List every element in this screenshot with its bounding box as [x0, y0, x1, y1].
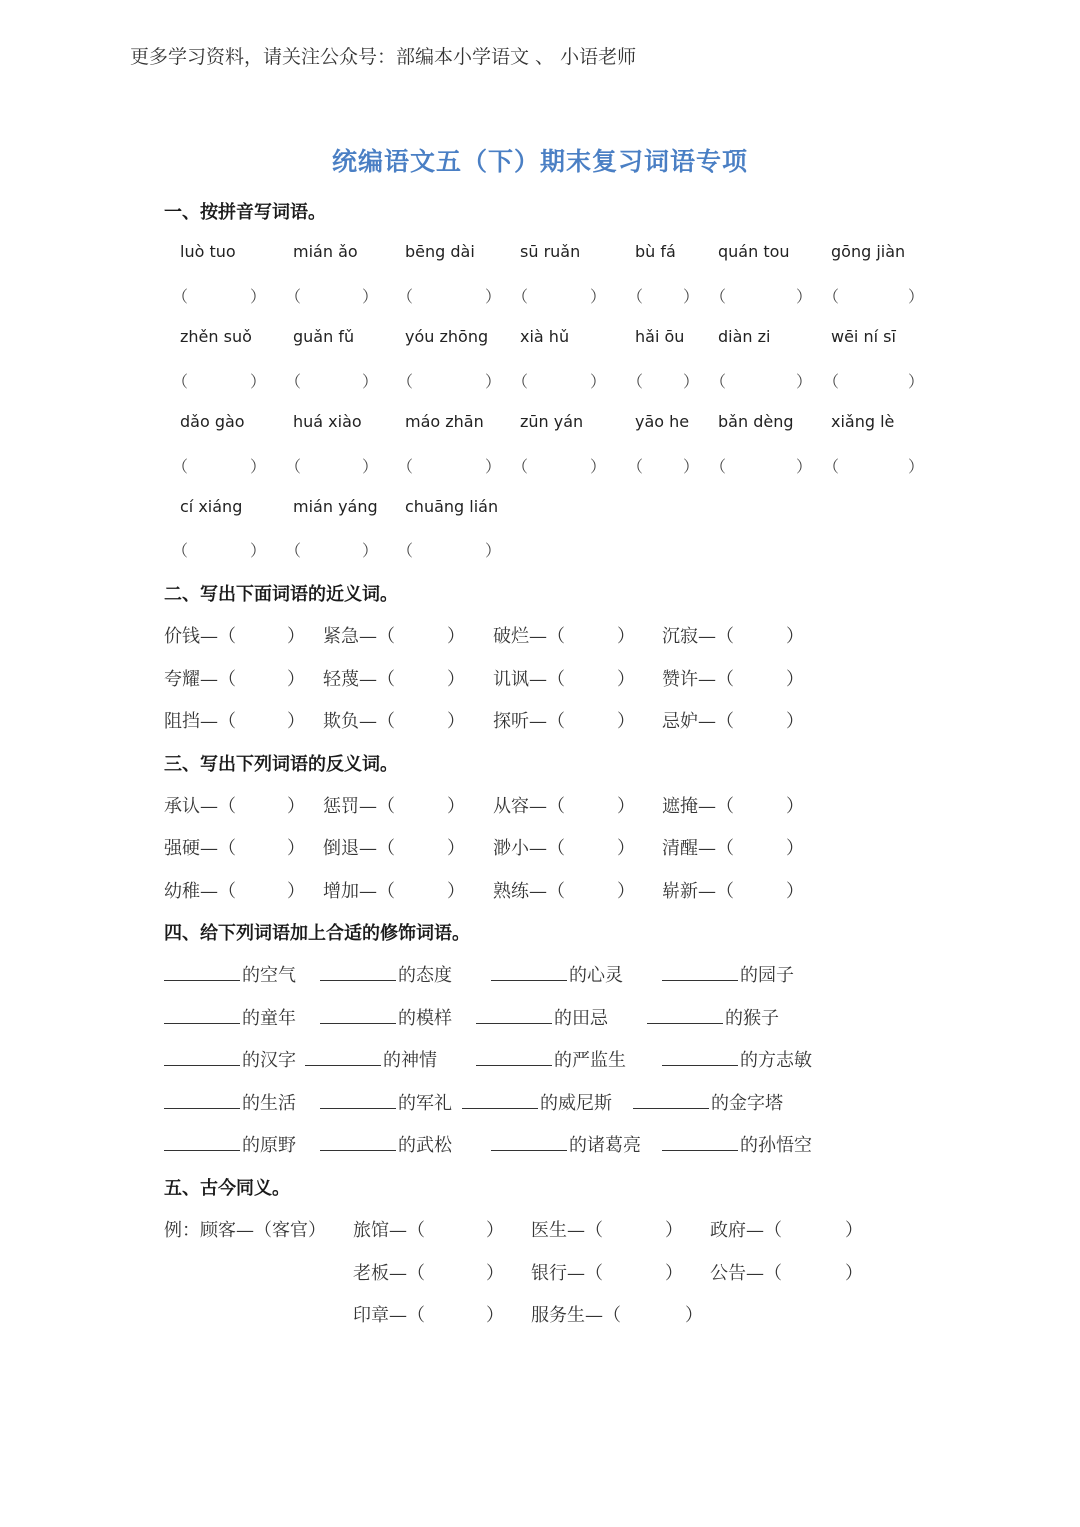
modifier-blank[interactable]	[164, 1049, 240, 1066]
section-1-heading: 一、按拼音写词语。	[164, 202, 326, 223]
synonym-item: 赞许—（	[662, 669, 734, 690]
modifier-blank[interactable]	[164, 1092, 240, 1109]
synonym-item: 讥讽—（	[493, 669, 565, 690]
modifier-word: 的军礼	[398, 1093, 452, 1114]
answer-paren-close: ）	[590, 372, 607, 391]
modifier-item	[647, 1004, 779, 1030]
modifier-item	[164, 1046, 296, 1072]
answer-paren-close: ）	[786, 669, 804, 690]
answer-paren-open: （	[627, 457, 644, 476]
modifier-item	[164, 1131, 296, 1157]
answer-paren-close: ）	[287, 711, 305, 732]
answer-paren-close: ）	[617, 796, 635, 817]
modifier-word: 的模样	[398, 1008, 452, 1029]
antonym-item: 倒退—（	[323, 838, 395, 859]
answer-paren-close: ）	[617, 669, 635, 690]
pinyin-prompt: bù fá	[635, 242, 676, 261]
ancient-item: 服务生—（	[531, 1305, 621, 1326]
modifier-item	[491, 961, 623, 987]
answer-paren-open: （	[285, 287, 302, 306]
answer-paren-open: （	[627, 287, 644, 306]
answer-paren-close: ）	[447, 838, 465, 859]
answer-paren-close: ）	[786, 626, 804, 647]
section-3-heading: 三、写出下列词语的反义词。	[164, 754, 398, 775]
pinyin-prompt: wēi ní sī	[831, 327, 896, 346]
modifier-blank[interactable]	[320, 1007, 396, 1024]
modifier-blank[interactable]	[662, 964, 738, 981]
modifier-blank[interactable]	[491, 964, 567, 981]
answer-paren-close: ）	[362, 287, 379, 306]
answer-paren-open: （	[710, 457, 727, 476]
modifier-item	[320, 1004, 452, 1030]
answer-paren-close: ）	[447, 626, 465, 647]
pinyin-prompt: guǎn fǔ	[293, 327, 355, 346]
ancient-item: 银行—（	[531, 1263, 603, 1284]
synonym-item: 探听—（	[493, 711, 565, 732]
answer-paren-close: ）	[447, 711, 465, 732]
answer-paren-close: ）	[796, 457, 813, 476]
answer-paren-close: ）	[447, 881, 465, 902]
modifier-blank[interactable]	[491, 1134, 567, 1151]
modifier-item	[320, 961, 452, 987]
answer-paren-open: （	[512, 287, 529, 306]
modifier-word: 的猴子	[725, 1008, 779, 1029]
antonym-item: 清醒—（	[662, 838, 734, 859]
pinyin-prompt: bǎn dèng	[718, 412, 794, 431]
modifier-word: 的心灵	[569, 965, 623, 986]
answer-paren-open: （	[397, 287, 414, 306]
answer-paren-close: ）	[362, 541, 379, 560]
answer-paren-close: ）	[287, 881, 305, 902]
synonym-item: 紧急—（	[323, 626, 395, 647]
answer-paren-close: ）	[665, 1263, 683, 1284]
modifier-item	[164, 1004, 296, 1030]
antonym-item: 幼稚—（	[164, 881, 236, 902]
pinyin-prompt: gōng jiàn	[831, 242, 906, 261]
pinyin-prompt: bēng dài	[405, 242, 475, 261]
modifier-word: 的生活	[242, 1093, 296, 1114]
modifier-word: 的空气	[242, 965, 296, 986]
modifier-word: 的园子	[740, 965, 794, 986]
answer-paren-close: ）	[590, 287, 607, 306]
modifier-blank[interactable]	[164, 964, 240, 981]
answer-paren-open: （	[823, 372, 840, 391]
answer-paren-close: ）	[250, 287, 267, 306]
answer-paren-open: （	[823, 287, 840, 306]
answer-paren-close: ）	[287, 796, 305, 817]
modifier-blank[interactable]	[476, 1049, 552, 1066]
section-4-heading: 四、给下列词语加上合适的修饰词语。	[164, 923, 470, 944]
ancient-item: 印章—（	[353, 1305, 425, 1326]
answer-paren-close: ）	[665, 1220, 683, 1241]
answer-paren-close: ）	[796, 372, 813, 391]
synonym-item: 阻挡—（	[164, 711, 236, 732]
answer-paren-close: ）	[683, 457, 700, 476]
pinyin-prompt: sū ruǎn	[520, 242, 581, 261]
modifier-blank[interactable]	[633, 1092, 709, 1109]
modifier-blank[interactable]	[462, 1092, 538, 1109]
synonym-item: 沉寂—（	[662, 626, 734, 647]
ancient-item: 老板—（	[353, 1263, 425, 1284]
pinyin-prompt: xià hǔ	[520, 327, 570, 346]
modifier-item	[462, 1089, 612, 1115]
antonym-item: 承认—（	[164, 796, 236, 817]
answer-paren-close: ）	[485, 541, 502, 560]
answer-paren-close: ）	[908, 287, 925, 306]
ancient-item: 政府—（	[710, 1220, 782, 1241]
modifier-word: 的原野	[242, 1135, 296, 1156]
answer-paren-open: （	[172, 457, 189, 476]
modifier-blank[interactable]	[305, 1049, 381, 1066]
antonym-item: 增加—（	[323, 881, 395, 902]
modifier-item	[662, 1046, 812, 1072]
modifier-word: 的汉字	[242, 1050, 296, 1071]
answer-paren-close: ）	[590, 457, 607, 476]
answer-paren-close: ）	[617, 626, 635, 647]
antonym-item: 熟练—（	[493, 881, 565, 902]
modifier-blank[interactable]	[476, 1007, 552, 1024]
modifier-blank[interactable]	[320, 964, 396, 981]
answer-paren-close: ）	[908, 372, 925, 391]
antonym-item: 强硬—（	[164, 838, 236, 859]
answer-paren-close: ）	[485, 372, 502, 391]
answer-paren-close: ）	[786, 711, 804, 732]
modifier-item	[164, 961, 296, 987]
answer-paren-open: （	[172, 541, 189, 560]
pinyin-prompt: chuāng lián	[405, 497, 499, 516]
synonym-item: 忌妒—（	[662, 711, 734, 732]
synonym-item: 夸耀—（	[164, 669, 236, 690]
modifier-word: 的神情	[383, 1050, 437, 1071]
pinyin-prompt: máo zhān	[405, 412, 484, 431]
answer-paren-close: ）	[362, 457, 379, 476]
modifier-word: 的童年	[242, 1008, 296, 1029]
answer-paren-open: （	[172, 287, 189, 306]
modifier-word: 的孙悟空	[740, 1135, 812, 1156]
synonym-item: 欺负—（	[323, 711, 395, 732]
answer-paren-close: ）	[908, 457, 925, 476]
answer-paren-close: ）	[685, 1305, 703, 1326]
synonym-item: 破烂—（	[493, 626, 565, 647]
answer-paren-close: ）	[447, 669, 465, 690]
answer-paren-open: （	[397, 541, 414, 560]
ancient-item: 旅馆—（	[353, 1220, 425, 1241]
modifier-blank[interactable]	[662, 1134, 738, 1151]
modifier-item	[491, 1131, 641, 1157]
modifier-item	[320, 1089, 452, 1115]
answer-paren-close: ）	[845, 1220, 863, 1241]
pinyin-prompt: xiǎng lè	[831, 412, 895, 431]
answer-paren-open: （	[627, 372, 644, 391]
antonym-item: 渺小—（	[493, 838, 565, 859]
antonym-item: 遮掩—（	[662, 796, 734, 817]
modifier-item	[320, 1131, 452, 1157]
pinyin-prompt: hǎi ōu	[635, 327, 685, 346]
answer-paren-close: ）	[287, 669, 305, 690]
modifier-item	[476, 1046, 626, 1072]
worksheet-title: 统编语文五（下）期末复习词语专项	[331, 147, 748, 176]
answer-paren-open: （	[512, 457, 529, 476]
modifier-item	[662, 961, 794, 987]
modifier-blank[interactable]	[320, 1134, 396, 1151]
answer-paren-close: ）	[486, 1220, 504, 1241]
modifier-item	[476, 1004, 608, 1030]
answer-paren-open: （	[397, 372, 414, 391]
pinyin-prompt: mián yáng	[293, 497, 378, 516]
answer-paren-close: ）	[250, 372, 267, 391]
pinyin-prompt: quán tou	[718, 242, 790, 261]
synonym-item: 价钱—（	[164, 626, 236, 647]
pinyin-prompt: luò tuo	[180, 242, 236, 261]
modifier-blank[interactable]	[320, 1092, 396, 1109]
answer-paren-close: ）	[250, 457, 267, 476]
pinyin-prompt: yāo he	[635, 412, 690, 431]
modifier-blank[interactable]	[164, 1134, 240, 1151]
answer-paren-close: ）	[287, 838, 305, 859]
answer-paren-open: （	[285, 541, 302, 560]
ancient-item: 公告—（	[710, 1263, 782, 1284]
pinyin-prompt: mián ǎo	[293, 242, 358, 261]
answer-paren-close: ）	[250, 541, 267, 560]
modifier-item	[633, 1089, 783, 1115]
modifier-word: 的金字塔	[711, 1093, 783, 1114]
answer-paren-close: ）	[485, 457, 502, 476]
pinyin-prompt: diàn zi	[718, 327, 771, 346]
pinyin-prompt: zhěn suǒ	[180, 327, 252, 346]
answer-paren-open: （	[397, 457, 414, 476]
section-5-heading: 五、古今同义。	[164, 1178, 290, 1199]
pinyin-prompt: huá xiào	[293, 412, 362, 431]
answer-paren-close: ）	[786, 838, 804, 859]
answer-paren-close: ）	[485, 287, 502, 306]
modifier-item	[662, 1131, 812, 1157]
modifier-blank[interactable]	[164, 1007, 240, 1024]
antonym-item: 惩罚—（	[323, 796, 395, 817]
modifier-word: 的严监生	[554, 1050, 626, 1071]
modifier-word: 的田忌	[554, 1008, 608, 1029]
page-header: 更多学习资料，请关注公众号：部编本小学语文 、 小语老师	[130, 46, 637, 68]
modifier-word: 的诸葛亮	[569, 1135, 641, 1156]
answer-paren-open: （	[710, 372, 727, 391]
pinyin-prompt: yóu zhōng	[405, 327, 489, 346]
antonym-item: 从容—（	[493, 796, 565, 817]
modifier-item	[164, 1089, 296, 1115]
modifier-word: 的威尼斯	[540, 1093, 612, 1114]
answer-paren-close: ）	[617, 711, 635, 732]
modifier-item	[305, 1046, 437, 1072]
answer-paren-close: ）	[786, 796, 804, 817]
pinyin-prompt: zūn yán	[520, 412, 584, 431]
pinyin-prompt: cí xiáng	[180, 497, 243, 516]
answer-paren-open: （	[823, 457, 840, 476]
modifier-blank[interactable]	[647, 1007, 723, 1024]
ancient-example: 例：顾客—（客官）	[164, 1220, 326, 1241]
answer-paren-close: ）	[796, 287, 813, 306]
modifier-word: 的态度	[398, 965, 452, 986]
pinyin-prompt: dǎo gào	[180, 412, 245, 431]
ancient-item: 医生—（	[531, 1220, 603, 1241]
answer-paren-close: ）	[845, 1263, 863, 1284]
synonym-item: 轻蔑—（	[323, 669, 395, 690]
answer-paren-close: ）	[683, 372, 700, 391]
answer-paren-close: ）	[486, 1305, 504, 1326]
antonym-item: 崭新—（	[662, 881, 734, 902]
section-2-heading: 二、写出下面词语的近义词。	[164, 584, 398, 605]
answer-paren-open: （	[710, 287, 727, 306]
answer-paren-open: （	[512, 372, 529, 391]
answer-paren-close: ）	[786, 881, 804, 902]
answer-paren-close: ）	[362, 372, 379, 391]
modifier-word: 的武松	[398, 1135, 452, 1156]
answer-paren-close: ）	[287, 626, 305, 647]
answer-paren-close: ）	[617, 838, 635, 859]
answer-paren-close: ）	[617, 881, 635, 902]
modifier-blank[interactable]	[662, 1049, 738, 1066]
modifier-word: 的方志敏	[740, 1050, 812, 1071]
answer-paren-open: （	[285, 457, 302, 476]
answer-paren-close: ）	[486, 1263, 504, 1284]
answer-paren-open: （	[172, 372, 189, 391]
answer-paren-close: ）	[683, 287, 700, 306]
answer-paren-close: ）	[447, 796, 465, 817]
answer-paren-open: （	[285, 372, 302, 391]
